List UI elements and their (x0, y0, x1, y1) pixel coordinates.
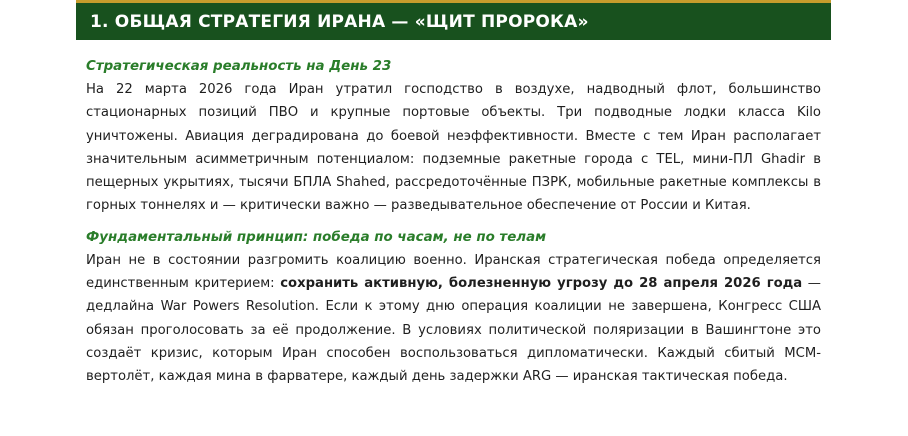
subheading-strategic-reality: Стратегическая реальность на День 23 (86, 59, 392, 74)
section-title: 1. ОБЩАЯ СТРАТЕГИЯ ИРАНА — «ЩИТ ПРОРОКА» (90, 11, 589, 32)
paragraph-text-before: Иран не в состоянии разгромить коалицию военно. Иранская стратегическая победа определяется единственным критерием: (86, 252, 821, 292)
subheading-fundamental-principle: Фундаментальный принцип: победа по часам, не по телам (86, 229, 547, 245)
paragraph-text-after: — дедлайна War Powers Resolution. Если к этому дню операция коалиции не завершена, Конгресс США обязан проголосовать за её продолжение. В условиях политической поляризации в Вашингтоне это создаёт кризис, которым Иран способен воспользоваться дипломатически. Каждый сбитый MCM-вертолёт, каждая мина в фарватере, каждый день задержки ARG — иранская тактическая победа. (86, 276, 821, 385)
paragraph-emphasis: сохранить активную, болезненную угрозу до 28 апреля 2026 года (280, 276, 803, 292)
paragraph-fundamental-principle (86, 249, 821, 389)
paragraph-strategic-reality: На 22 марта 2026 года Иран утратил господство в воздухе, надводный флот, большинство стационарных позиций ПВО и крупные портовые объекты. Три подводные лодки класса Kilo уничтожены. Авиация деградирована до боевой неэффективности. Вместе с тем Иран располагает значительным асимметричным потенциалом: подземные ракетные города с TEL, мини-ПЛ Ghadir в пещерных укрытиях, тысячи БПЛА Shahed, рассредоточённые ПЗРК, мобильные ракетные комплексы в горных тоннелях и — критически важно — разведывательное обеспечение от России и Китая. (86, 82, 821, 214)
document-page (76, 0, 831, 389)
section-header (76, 0, 831, 40)
section-content (76, 58, 831, 389)
